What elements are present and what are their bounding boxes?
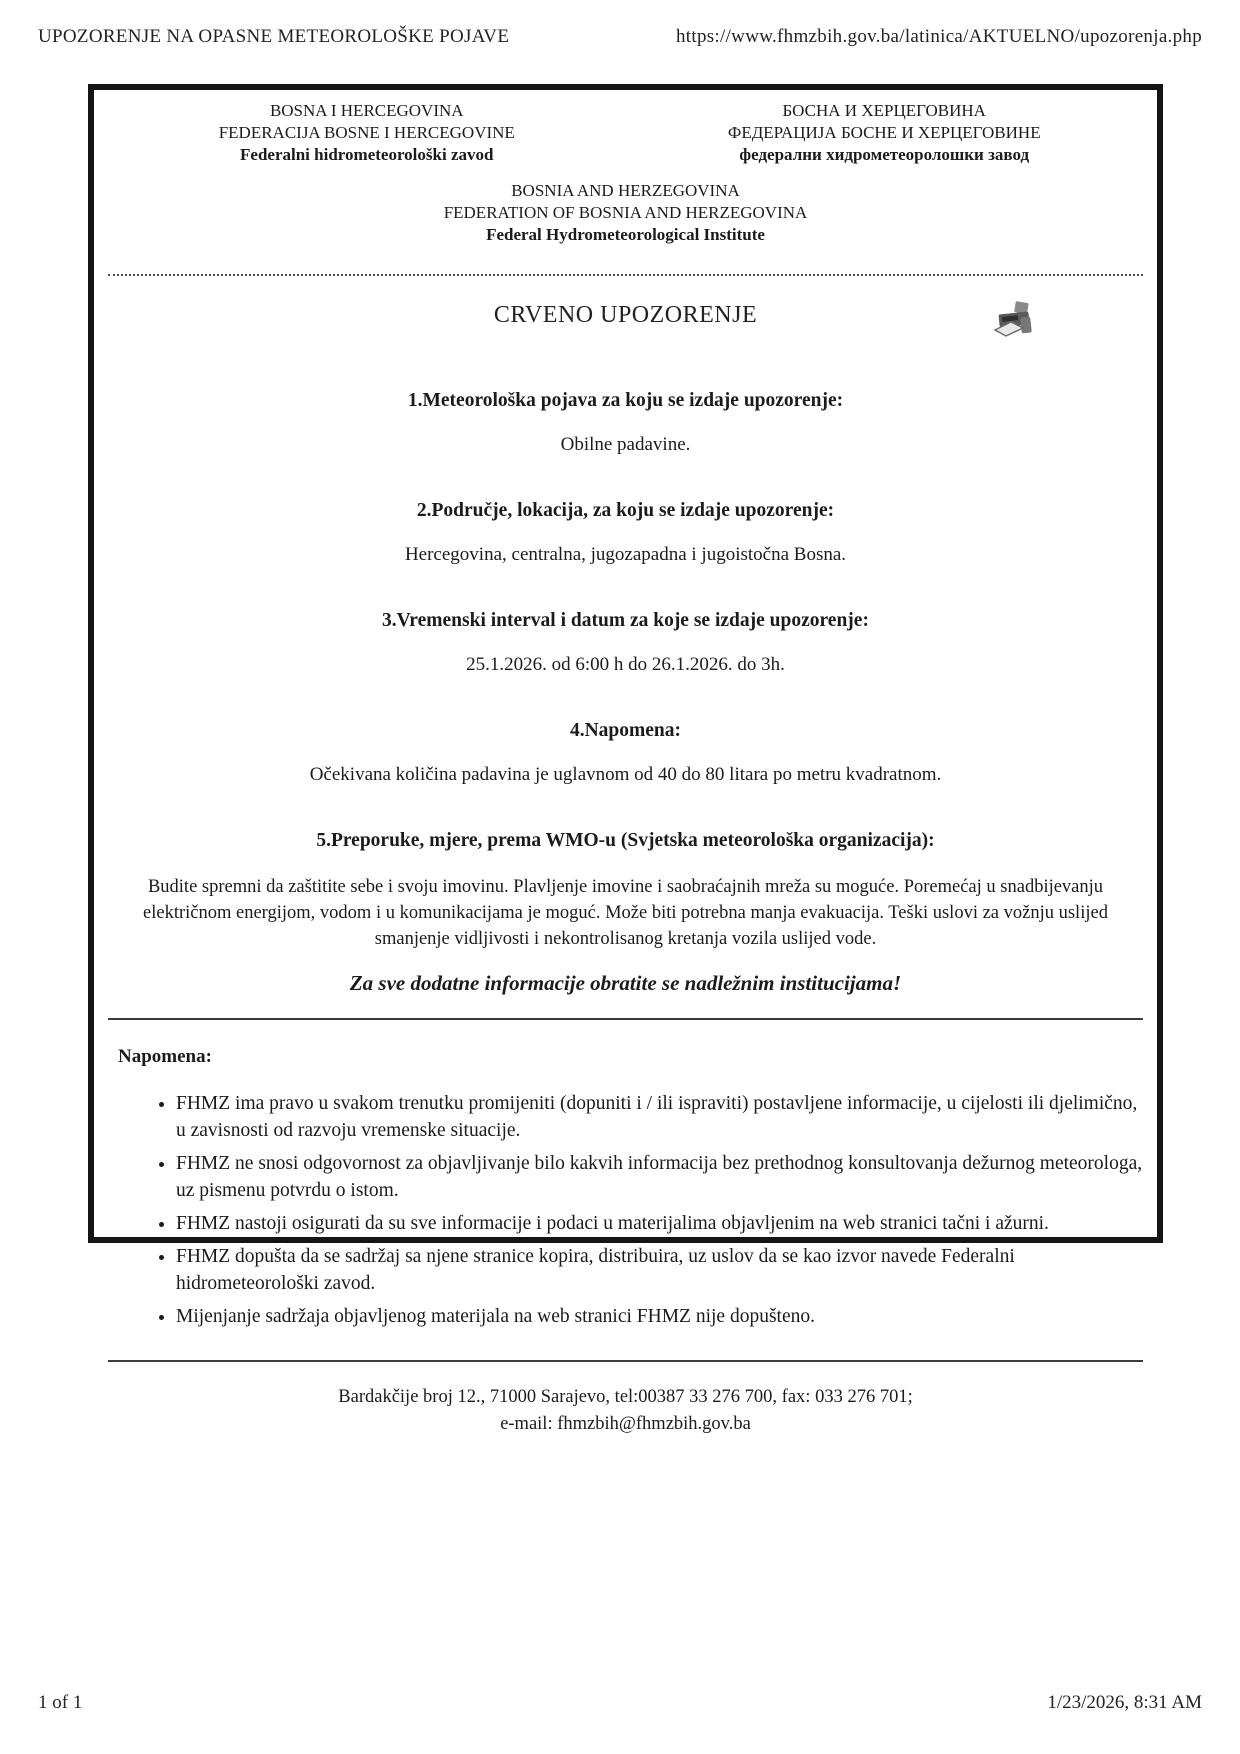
section-area [108,500,1143,566]
browser-print-footer [38,1692,1202,1714]
letterhead-english-institute: Federal Hydrometeorological Institute [486,225,765,244]
notes-list [154,1090,1143,1330]
recommendations-paragraph: Budite spremni da zaštitite sebe i svoju imovinu. Plavljenje imovine i saobraćajnih mreža su moguće. Poremećaj u snadbijevanju električnom energijom, vodom i u komunikacijama je moguć. Može biti potrebna manja evakuacija. Teški uslovi za vožnju uslijed smanjenje vidljivosti i nekontrolisanog kretanja vozila uslijed vode. [143,877,1108,949]
warning-title-row [108,302,1143,346]
letterhead-latin [108,100,626,166]
section-phenomenon-body: Obilne padavine. [560,434,691,455]
section-note-heading: 4.Napomena: [569,720,682,741]
section-interval-heading: 3.Vremenski interval i datum za koje se izdaje upozorenje: [382,610,869,631]
letterhead-latin-institute: Federalni hidrometeorološki zavod [240,145,494,164]
emphasis-line: Za sve dodatne informacije obratite se nadležnim institucijama! [349,970,902,995]
letterhead-latin-federation: FEDERACIJA BOSNE I HERCEGOVINE [218,123,515,142]
letterhead-latin-country: BOSNA I HERCEGOVINA [269,101,464,120]
section-phenomenon-heading: 1.Meteorološka pojava za koju se izdaje upozorenje: [407,390,844,411]
section-note-body: Očekivana količina padavina je uglavnom od 40 do 80 litara po metru kvadratnom. [309,764,942,785]
section-area-heading: 2.Područje, lokacija, za koju se izdaje upozorenje: [416,500,835,521]
warning-title: CRVENO UPOZORENJE [493,302,758,328]
contact-address: Bardakčije broj 12., 71000 Sarajevo, tel:00387 33 276 700, fax: 033 276 701; [338,1386,913,1407]
page-count: 1 of 1 [38,1692,83,1713]
print-header-title: UPOZORENJE NA OPASNE METEOROLOŠKE POJAVE [38,26,510,47]
section-note [108,720,1143,786]
letterhead-cyrillic-federation: ФЕДЕРАЦИЈА БОСНЕ И ХЕРЦЕГОВИНЕ [727,123,1041,142]
notes-item: • FHMZ ima pravo u svakom trenutku promijeniti (dopuniti i / ili ispraviti) postavljene informacije, u cijelosti ili djelimično, u zavisnosti od razvoju vremenske situacije. [176,1090,1143,1144]
contact-block [108,1384,1143,1438]
section-recommendations [108,830,1143,996]
address-separator [108,1360,1143,1362]
letterhead [108,100,1143,166]
letterhead-cyrillic-country: БОСНА И ХЕРЦЕГОВИНА [782,101,986,120]
letterhead-cyrillic [626,100,1144,166]
notes-item: • FHMZ nastoji osigurati da su sve informacije i podaci u materijalima objavljenim na web stranici tačni i ažurni. [176,1210,1143,1237]
notes-item: • Mijenjanje sadržaja objavljenog materijala na web stranici FHMZ nije dopušteno. [176,1303,1143,1330]
letterhead-english [108,180,1143,246]
notes-item: • FHMZ dopušta da se sadržaj sa njene stranice kopira, distribuira, uz uslov da se kao izvor navede Federalni hidrometeorološki zavod. [176,1243,1143,1297]
section-interval-body: 25.1.2026. od 6:00 h do 26.1.2026. do 3h. [466,654,785,675]
letterhead-cyrillic-institute: федерални хидрометеоролошки завод [739,145,1030,164]
letterhead-english-federation: FEDERATION OF BOSNIA AND HERZEGOVINA [443,203,808,222]
printer-icon[interactable] [991,300,1035,340]
notes-separator [108,1018,1143,1020]
contact-email: e-mail: fhmzbih@fhmzbih.gov.ba [500,1413,751,1434]
section-area-body: Hercegovina, centralna, jugozapadna i jugoistočna Bosna. [404,544,847,565]
warning-document [88,84,1163,1434]
browser-print-header [38,26,1202,48]
letterhead-english-country: BOSNIA AND HERZEGOVINA [511,181,740,200]
notes-heading: Napomena: [118,1045,212,1067]
notes-item: • FHMZ ne snosi odgovornost za objavljivanje bilo kakvih informacija bez prethodnog konsultovanja dežurnog meteorologa, uz pismenu potvrdu o istom. [176,1150,1143,1204]
section-recommendations-heading: 5.Preporuke, mjere, prema WMO-u (Svjetska meteorološka organizacija): [316,830,935,851]
section-phenomenon [108,390,1143,456]
section-interval [108,610,1143,676]
print-header-url: https://www.fhmzbih.gov.ba/latinica/AKTUELNO/upozorenja.php [675,26,1202,47]
print-datetime: 1/23/2026, 8:31 AM [1047,1692,1202,1713]
header-separator [108,274,1143,276]
